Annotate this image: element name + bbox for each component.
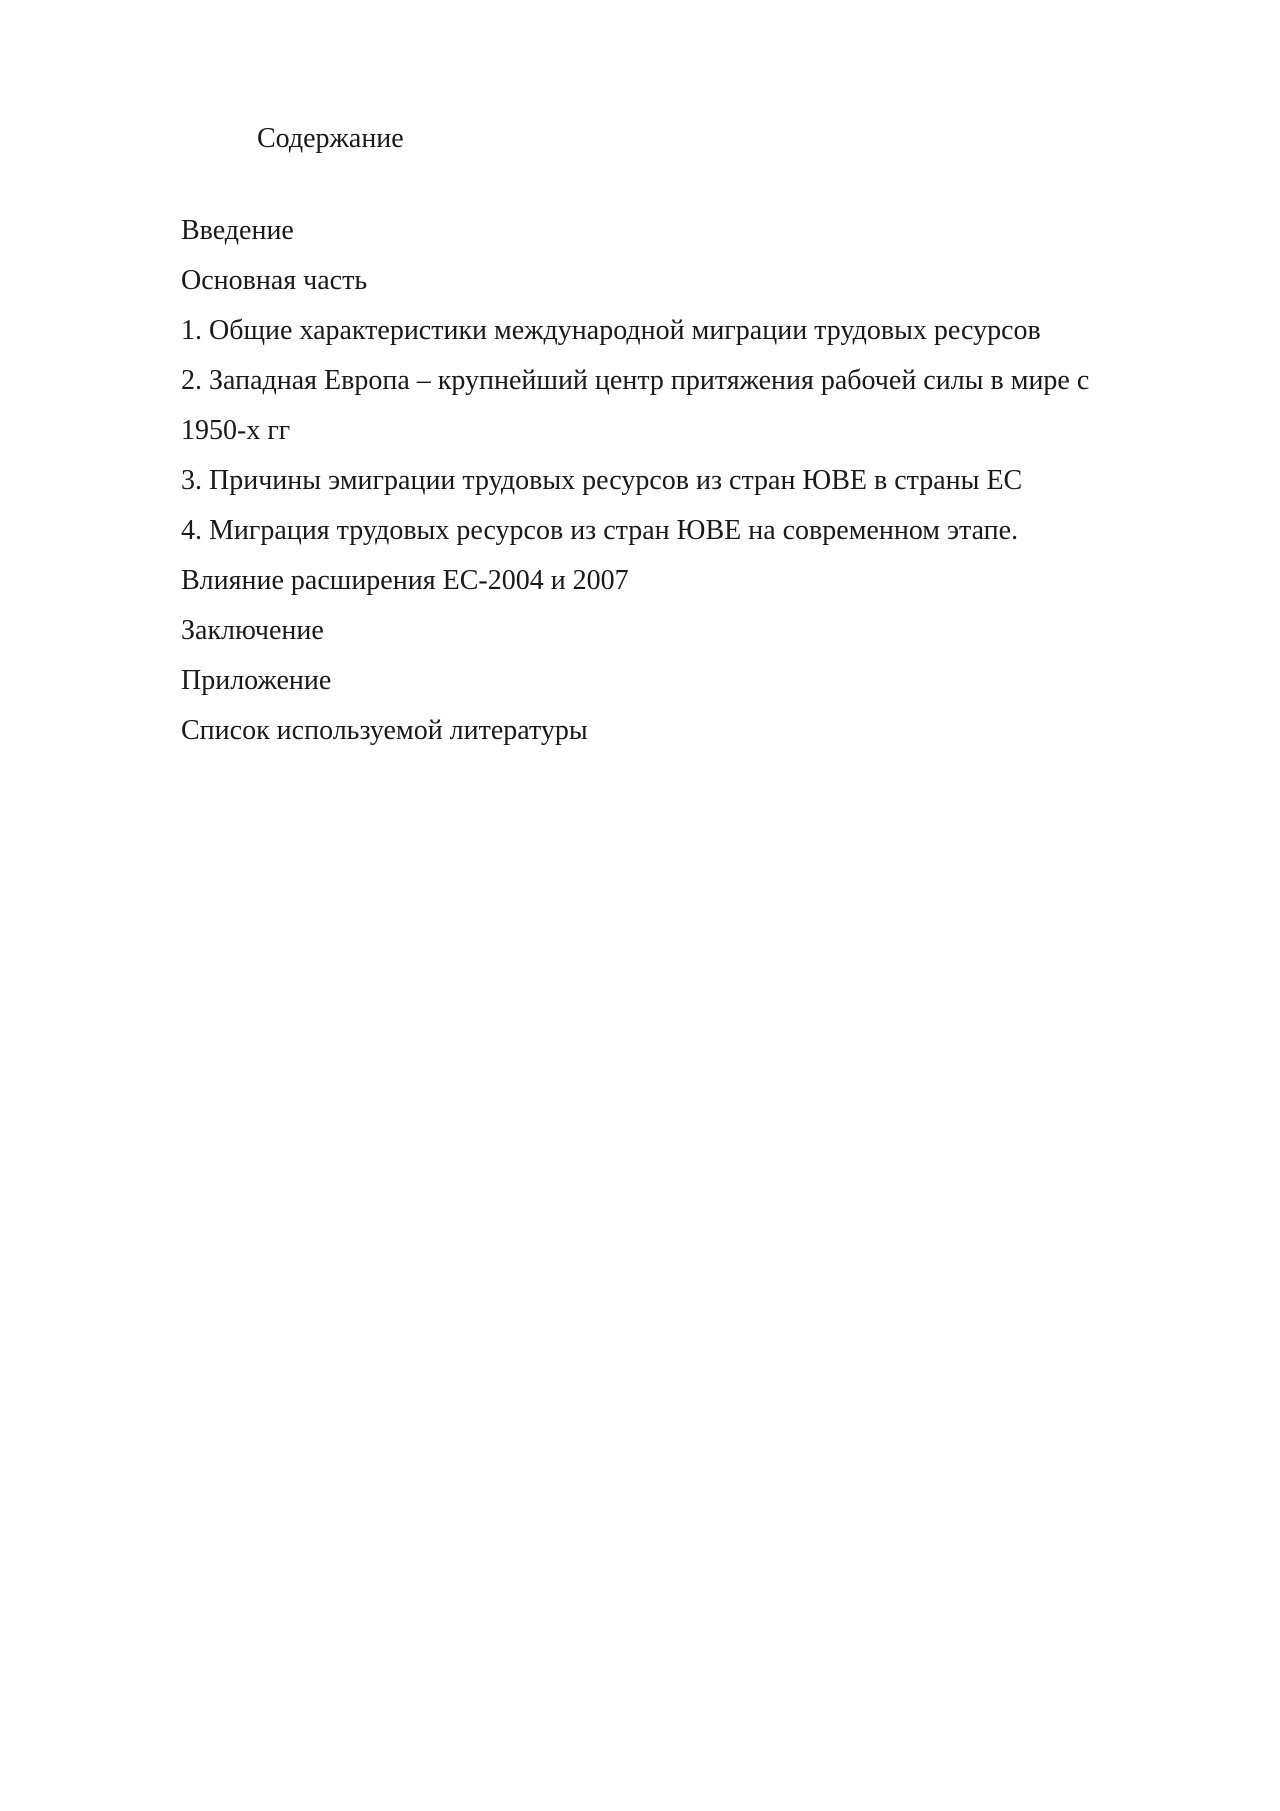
- toc-item-section-3: 3. Причины эмиграции трудовых ресурсов из стран ЮВЕ в страны ЕС: [181, 465, 1023, 496]
- toc-item-appendix: Приложение: [181, 665, 332, 696]
- toc-item-section-2-continued: 1950-х гг: [181, 415, 291, 446]
- toc-item-introduction: Введение: [181, 215, 294, 246]
- toc-item-section-2: 2. Западная Европа – крупнейший центр притяжения рабочей силы в мире с: [181, 365, 1090, 396]
- toc-item-section-4-continued: Влияние расширения ЕС-2004 и 2007: [181, 565, 629, 596]
- toc-item-conclusion: Заключение: [181, 615, 324, 646]
- table-of-contents: [181, 206, 1181, 756]
- toc-item-section-1: 1. Общие характеристики международной миграции трудовых ресурсов: [181, 315, 1041, 346]
- toc-item-main-part: Основная часть: [181, 265, 368, 296]
- toc-item-references: Список используемой литературы: [181, 715, 588, 746]
- toc-item-section-4: 4. Миграция трудовых ресурсов из стран ЮВЕ на современном этапе.: [181, 515, 1019, 546]
- page-title: Содержание: [257, 123, 404, 154]
